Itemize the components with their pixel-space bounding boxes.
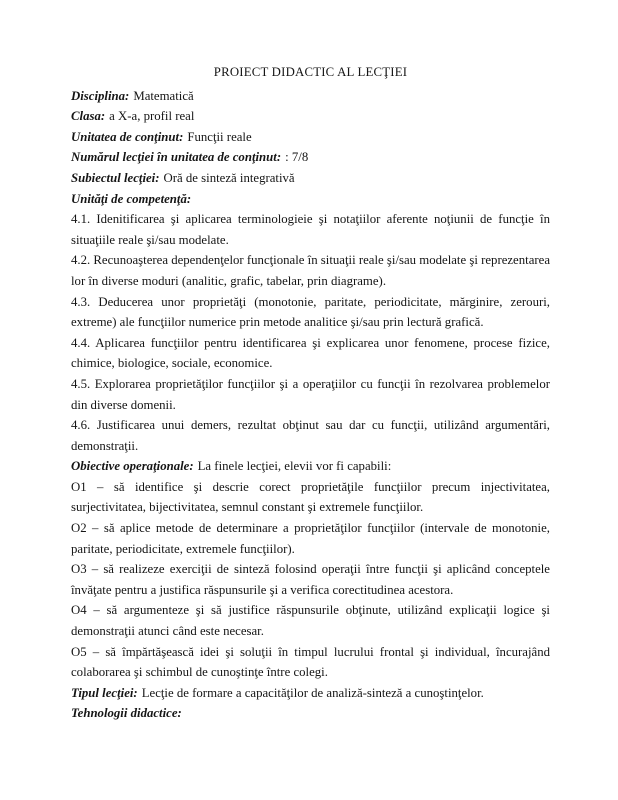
objective-o1: O1 – să identifice şi descrie corect proprietăţile funcţiilor precum injectivitatea, surjectivitatea, bijectivitatea, semnul constant şi extremele funcţiilor. [71, 479, 550, 515]
field-subiectul-lectiei [71, 168, 550, 189]
tipul-lectiei [71, 683, 550, 704]
field-label: Subiectul lecţiei: [71, 170, 160, 185]
obiective-intro: La finele lecţiei, elevii vor fi capabili: [197, 459, 392, 474]
objective-o3: O3 – să realizeze exerciţii de sinteză folosind operaţii între funcţii şi aplicând conceptele învăţate pentru a justifica răspunsurile şi a verifica corectitudinea acestora. [71, 562, 550, 597]
field-label: Disciplina: [71, 88, 130, 103]
field-value: Oră de sinteză integrativă [163, 170, 295, 185]
competency-4-6: 4.6. Justificarea unui demers, rezultat obţinut sau dar cu funcţii, utilizând argumentări, demonstraţii. [71, 418, 550, 453]
field-unitatea-de-continut [71, 127, 550, 148]
document-title: PROIECT DIDACTIC AL LECŢIEI [213, 65, 408, 79]
competency-4-3: 4.3. Deducerea unor proprietăţi (monotonie, paritate, periodicitate, mărginire, zerouri, extreme) ale funcţiilor numerice prin metode analitice şi/sau prin lectură grafică. [71, 294, 550, 330]
tipul-lectiei-text: Lecţie de formare a capacităţilor de analiză-sinteză a cunoştinţelor. [141, 685, 484, 700]
objective-o2: O2 – să aplice metode de determinare a proprietăţilor funcţiilor (intervale de monotonie, paritate, periodicitate, extremele funcţiilor). [71, 521, 550, 556]
field-clasa [71, 106, 550, 127]
field-label: Unitatea de conţinut: [71, 129, 184, 144]
tehnologii-didactice-heading [71, 703, 550, 724]
competency-4-1: 4.1. Idenitificarea şi aplicarea terminologieie şi notaţiilor aferente noţiunii de funcţie în situaţiile reale şi/sau modelate. [71, 212, 550, 247]
field-value: Matematică [133, 88, 194, 103]
objective-o4: O4 – să argumenteze şi să justifice răspunsurile obţinute, utilizând explicaţii logice şi demonstraţii atunci când este necesar. [71, 603, 550, 639]
field-disciplina [71, 86, 550, 107]
competency-4-2: 4.2. Recunoaşterea dependenţelor funcţionale în situaţii reale şi/sau modelate şi reprezentarea lor în diverse moduri (analitic, grafic, tabelar, prin diagrame). [71, 253, 550, 288]
field-numarul-lectiei [71, 147, 550, 168]
field-label: Numărul lecţiei în unitatea de conţinut: [71, 150, 282, 165]
section-label: Obiective operaţionale: [71, 459, 194, 474]
section-label: Unităţi de competenţă: [71, 191, 192, 206]
objective-o5: O5 – să împărtăşească idei şi soluţii în timpul lucrului frontal şi individual, încurajând colaborarea şi schimbul de cunoştinţe între colegi. [71, 644, 550, 680]
competency-4-4: 4.4. Aplicarea funcţiilor pentru identificarea şi explicarea unor fenomene, procese fizice, chimice, biologice, sociale, economice. [71, 335, 550, 371]
field-value: Funcţii reale [187, 129, 252, 144]
field-value: a X-a, profil real [109, 109, 195, 124]
field-label: Clasa: [71, 109, 106, 124]
section-label: Tehnologii didactice: [71, 706, 182, 721]
section-label: Tipul lecţiei: [71, 685, 138, 700]
competency-4-5: 4.5. Explorarea proprietăţilor funcţiilor şi a operaţiilor cu funcţii în rezolvarea problemelor din diverse domenii. [71, 376, 550, 412]
obiective-heading [71, 456, 550, 477]
field-value: : 7/8 [285, 150, 309, 165]
competente-heading [71, 189, 550, 210]
